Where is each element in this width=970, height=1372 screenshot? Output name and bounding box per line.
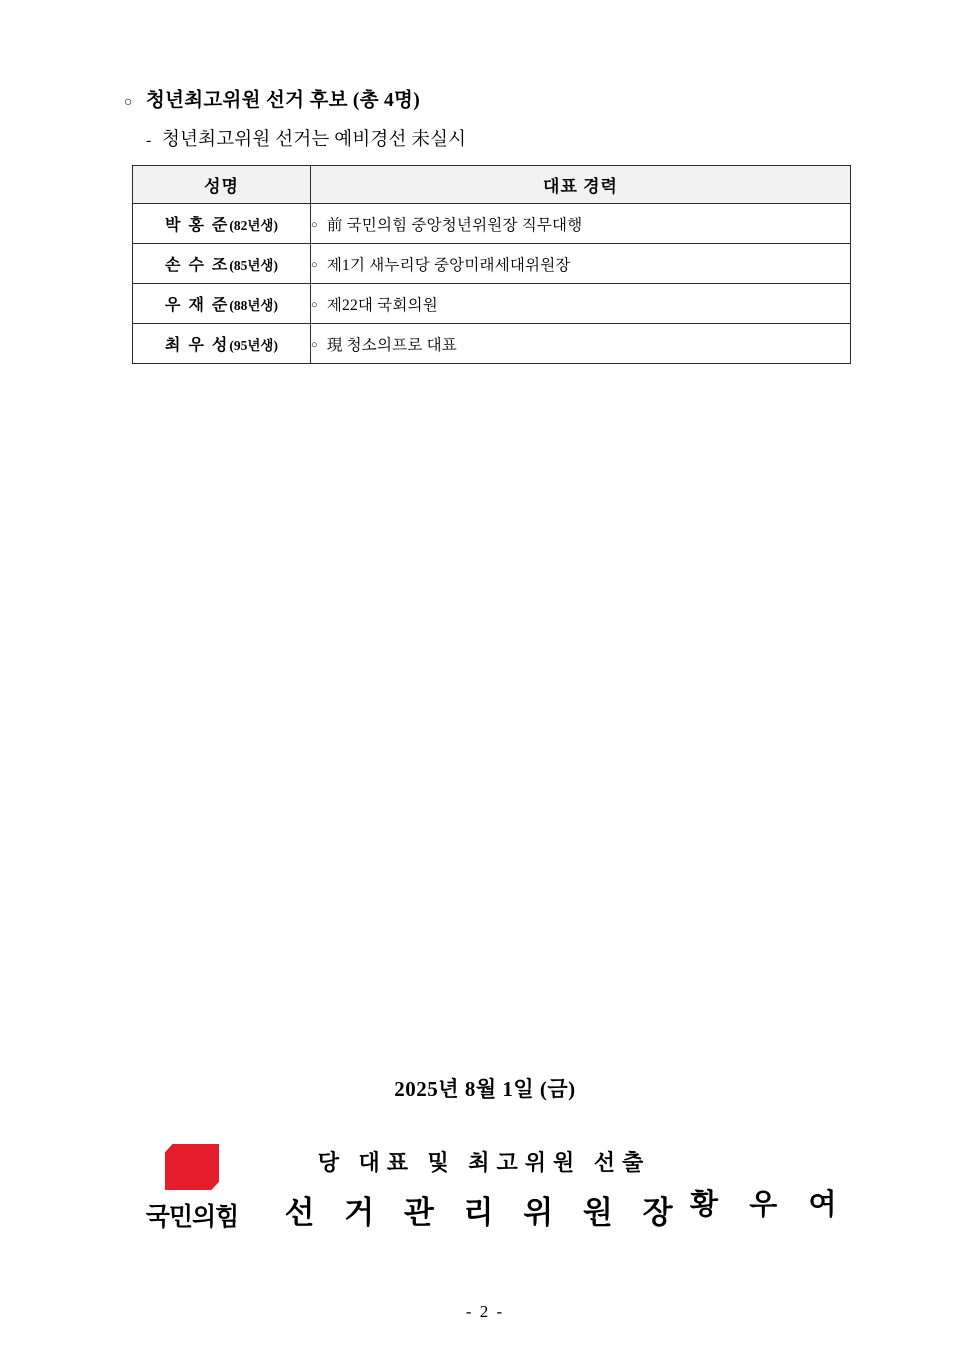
signature-block — [0, 1140, 970, 1260]
table-row — [133, 244, 851, 284]
cell-candidate-name — [133, 284, 311, 324]
candidate-table — [132, 165, 851, 364]
candidate-name-text: 우 재 준 — [165, 297, 230, 314]
signatory-name: 황 우 여 — [690, 1189, 849, 1221]
page-number: - 2 - — [465, 1302, 505, 1321]
table-header-row — [133, 166, 851, 204]
signature-title — [274, 1146, 694, 1232]
table-row — [133, 204, 851, 244]
cell-candidate-name — [133, 204, 311, 244]
candidate-birth-text: (82년생) — [229, 218, 278, 233]
cell-candidate-name — [133, 244, 311, 284]
candidate-career-text: 前 국민의힘 중앙청년위원장 직무대행 — [326, 216, 583, 234]
heading-block — [124, 84, 864, 151]
candidate-name-text: 최 우 성 — [165, 337, 230, 354]
candidate-career-text: 現 청소의프로 대표 — [326, 336, 457, 354]
circle-bullet-icon: ○ — [311, 258, 318, 271]
candidate-birth-text: (85년생) — [229, 258, 278, 273]
party-logo — [128, 1144, 256, 1233]
cell-candidate-name — [133, 324, 311, 364]
circle-bullet-icon: ○ — [124, 95, 133, 110]
table-row — [133, 324, 851, 364]
candidate-name-text: 박 홍 준 — [165, 217, 230, 234]
section-heading-text: 청년최고위원 선거 후보 (총 4명) — [146, 90, 420, 111]
table-row — [133, 284, 851, 324]
section-subheading — [124, 125, 864, 151]
document-date: 2025년 8월 1일 (금) — [394, 1077, 576, 1101]
dash-bullet-icon: - — [146, 132, 152, 149]
cell-candidate-career — [311, 204, 851, 244]
cell-candidate-career — [311, 244, 851, 284]
candidate-name-text: 손 수 조 — [165, 257, 230, 274]
column-header-career: 대표 경력 — [311, 166, 851, 204]
party-logo-text: 국민의힘 — [145, 1203, 239, 1231]
candidate-birth-text: (88년생) — [229, 298, 278, 313]
signature-title-line1: 당 대표 및 최고위원 선출 — [317, 1150, 651, 1175]
cell-candidate-career — [311, 284, 851, 324]
candidate-career-text: 제22대 국회의원 — [326, 296, 438, 314]
section-heading — [124, 84, 864, 112]
cell-candidate-career — [311, 324, 851, 364]
section-subheading-text: 청년최고위원 선거는 예비경선 未실시 — [162, 130, 467, 150]
circle-bullet-icon: ○ — [311, 298, 318, 311]
circle-bullet-icon: ○ — [311, 338, 318, 351]
candidate-birth-text: (95년생) — [229, 338, 278, 353]
column-header-name: 성명 — [133, 166, 311, 204]
circle-bullet-icon: ○ — [311, 218, 318, 231]
candidate-career-text: 제1기 새누리당 중앙미래세대위원장 — [326, 256, 571, 274]
party-logo-icon — [165, 1144, 219, 1190]
signature-title-line2: 선 거 관 리 위 원 장 — [284, 1195, 684, 1230]
